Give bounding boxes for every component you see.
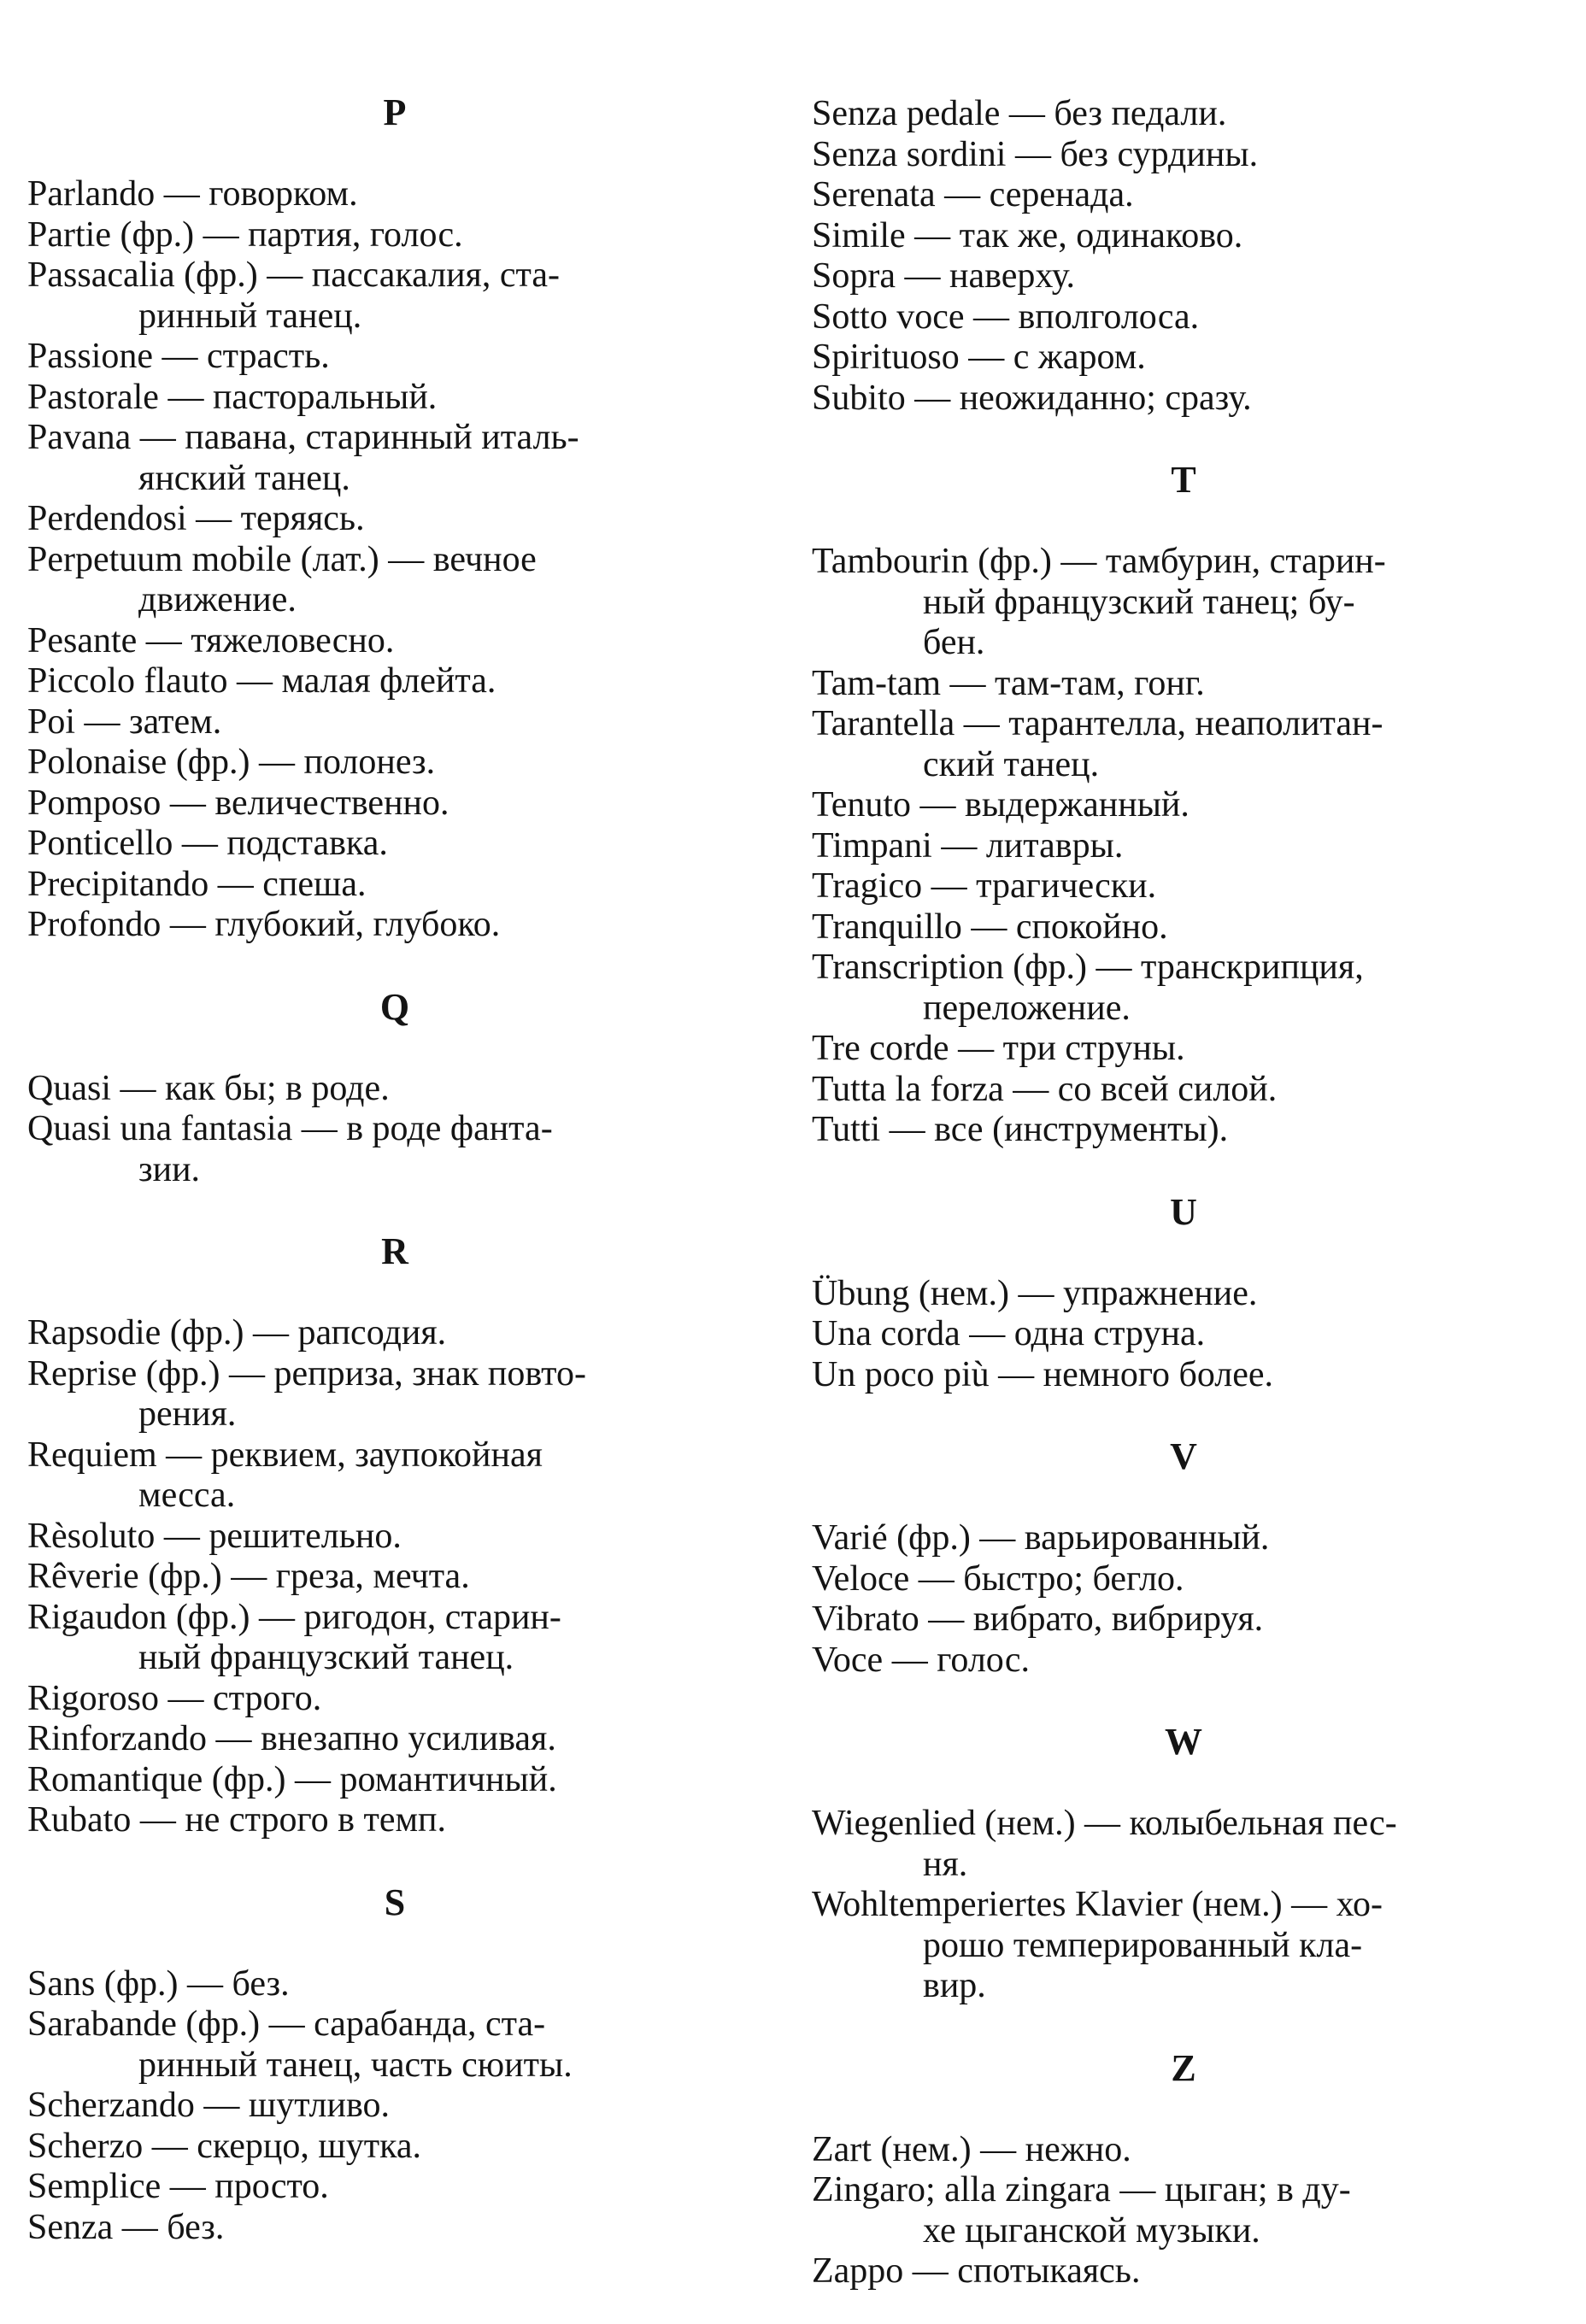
glossary-entry <box>27 2167 762 2208</box>
glossary-entry <box>27 1109 762 1190</box>
glossary-entry <box>27 378 762 419</box>
entry-term-line: Voce — голос. <box>812 1640 1030 1680</box>
glossary-entry <box>812 175 1555 216</box>
glossary-entry <box>812 1599 1555 1640</box>
entry-continuation-line: вир. <box>923 1966 986 2005</box>
glossary-entry <box>812 1274 1555 1315</box>
entry-term-line: Rigoroso — строго. <box>27 1678 322 1718</box>
glossary-entry <box>812 1029 1555 1070</box>
glossary-entry <box>27 2086 762 2127</box>
left-column <box>27 0 762 2248</box>
letter-heading: Z <box>1171 2046 1196 2089</box>
glossary-entry <box>27 905 762 946</box>
entry-term-line: Pastorale — пасторальный. <box>27 377 438 417</box>
entry-term-line: Scherzo — скерцо, шутка. <box>27 2126 421 2166</box>
letter-section-v <box>812 1395 1555 1681</box>
entry-term-line: Varié (фр.) — варьированный. <box>812 1518 1270 1558</box>
entry-term-line: Una corda — одна струна. <box>812 1314 1206 1353</box>
entry-term-line: Pesante — тяжеловесно. <box>27 620 395 660</box>
entry-continuation-line: янский танец. <box>138 458 350 498</box>
entry-term-line: Senza pedale — без педали. <box>812 94 1227 133</box>
continued-s-entries <box>812 94 1555 419</box>
entry-term-line: Partie (фр.) — партия, голос. <box>27 214 463 255</box>
letter-heading: Q <box>379 985 410 1028</box>
glossary-entry <box>27 1800 762 1841</box>
glossary-entry <box>812 704 1555 785</box>
entry-term-line: Sarabande (фр.) — сарабанда, ста- <box>27 2004 546 2044</box>
glossary-entry <box>27 215 762 256</box>
glossary-entry <box>812 1885 1555 2007</box>
entry-continuation-line: ринный танец. <box>138 296 362 336</box>
glossary-entry <box>27 1069 762 1110</box>
glossary-entry <box>27 418 762 499</box>
entry-term-line: Subito — неожиданно; сразу. <box>812 378 1252 418</box>
entry-term-line: Polonaise (фр.) — полонез. <box>27 742 436 782</box>
glossary-entry <box>812 379 1555 420</box>
glossary-entry <box>27 499 762 540</box>
glossary-entry <box>812 2130 1555 2171</box>
glossary-entry <box>27 1313 762 1354</box>
entry-term-line: Tarantella — тарантелла, неаполитан- <box>812 704 1383 743</box>
entry-term-line: Rigaudon (фр.) — ригодон, старин- <box>27 1597 561 1637</box>
entry-term-line: Tutti — все (инструменты). <box>812 1110 1229 1149</box>
entry-term-line: Poi — затем. <box>27 701 222 742</box>
entry-term-line: Perpetuum mobile (лат.) — вечное <box>27 539 537 579</box>
glossary-entry <box>812 826 1555 867</box>
entry-term-line: Profondo — глубокий, глубоко. <box>27 905 501 944</box>
entry-term-line: Quasi una fantasia — в роде фанта- <box>27 1109 553 1148</box>
entry-term-line: Spirituoso — с жаром. <box>812 337 1146 377</box>
entry-term-line: Precipitando — спеша. <box>27 864 367 904</box>
glossary-entry <box>812 1518 1555 1559</box>
glossary-entry <box>27 255 762 337</box>
right-column <box>812 0 1555 2292</box>
letter-section-r <box>27 1190 762 1841</box>
glossary-entry <box>27 1964 762 2005</box>
glossary-entry <box>812 1314 1555 1355</box>
entry-continuation-line: ный французский танец; бу- <box>923 582 1355 622</box>
entry-term-line: Un poco più — немного более. <box>812 1354 1274 1394</box>
entry-term-line: Zappo — спотыкаясь. <box>812 2251 1141 2291</box>
entry-term-line: Tambourin (фр.) — тамбурин, старин- <box>812 542 1386 581</box>
entry-continuation-line: рения. <box>138 1394 237 1434</box>
letter-heading: T <box>1171 459 1196 501</box>
entry-term-line: Requiem — реквием, заупокойная <box>27 1435 543 1475</box>
entry-term-line: Wiegenlied (нем.) — колыбельная пес- <box>812 1804 1397 1843</box>
letter-section-s <box>27 1841 762 2249</box>
entry-term-line: Zart (нем.) — нежно. <box>812 2129 1131 2169</box>
glossary-entry <box>812 2251 1555 2292</box>
entry-term-line: Ponticello — подставка. <box>27 824 388 863</box>
glossary-entry <box>812 297 1555 338</box>
glossary-entry <box>812 664 1555 705</box>
entry-term-line: Wohltemperiertes Klavier (нем.) — хо- <box>812 1885 1383 1924</box>
entry-term-line: Pavana — павана, старинный италь- <box>27 418 579 457</box>
entry-term-line: Tam-tam — там-там, гонг. <box>812 663 1205 703</box>
glossary-entry <box>27 742 762 783</box>
entry-term-line: Serenata — серенада. <box>812 175 1134 214</box>
glossary-entry <box>27 783 762 825</box>
glossary-entry <box>27 621 762 662</box>
entry-term-line: Senza — без. <box>27 2207 225 2247</box>
entry-term-line: Tranquillo — спокойно. <box>812 907 1168 947</box>
glossary-entry <box>27 1719 762 1760</box>
glossary-entry <box>27 702 762 743</box>
entry-continuation-line: ня. <box>923 1844 968 1884</box>
glossary-entry <box>812 1804 1555 1885</box>
entry-term-line: Übung (нем.) — упражнение. <box>812 1273 1258 1313</box>
letter-heading: P <box>383 91 407 133</box>
entry-term-line: Piccolo flauto — малая флейта. <box>27 661 496 701</box>
entry-continuation-line: месса. <box>138 1476 236 1515</box>
entry-term-line: Romantique (фр.) — романтичный. <box>27 1759 557 1799</box>
glossary-entry <box>812 1559 1555 1600</box>
glossary-entry <box>27 337 762 378</box>
entry-term-line: Semplice — просто. <box>27 2167 329 2206</box>
glossary-entry <box>812 256 1555 297</box>
entry-term-line: Rubato — не строго в темп. <box>27 1800 447 1840</box>
glossary-entry <box>812 542 1555 664</box>
glossary-entry <box>27 2004 762 2086</box>
entry-term-line: Sotto voce — вполголоса. <box>812 296 1200 337</box>
entry-continuation-line: бен. <box>923 623 985 662</box>
glossary-entry <box>812 135 1555 176</box>
glossary-entry <box>812 216 1555 257</box>
letter-heading: R <box>381 1230 408 1272</box>
entry-term-line: Timpani — литавры. <box>812 825 1124 866</box>
glossary-entry <box>812 785 1555 826</box>
glossary-entry <box>27 1435 762 1517</box>
entry-term-line: Sans (фр.) — без. <box>27 1963 290 2004</box>
glossary-entry <box>812 907 1555 948</box>
entry-term-line: Rapsodie (фр.) — рапсодия. <box>27 1313 447 1353</box>
entry-term-line: Passacalia (фр.) — пассакалия, ста- <box>27 255 561 295</box>
letter-section-z <box>812 2007 1555 2292</box>
glossary-entry <box>27 865 762 906</box>
entry-continuation-line: хе цыганской музыки. <box>923 2210 1260 2251</box>
glossary-entry <box>812 94 1555 135</box>
glossary-entry <box>27 1517 762 1558</box>
glossary-entry <box>27 1679 762 1720</box>
entry-continuation-line: переложение. <box>923 988 1131 1028</box>
entry-term-line: Veloce — быстро; бегло. <box>812 1558 1184 1599</box>
glossary-entry <box>812 337 1555 379</box>
entry-term-line: Tragico — трагически. <box>812 866 1157 906</box>
glossary-entry <box>812 1355 1555 1396</box>
letter-section-t <box>812 419 1555 1151</box>
entry-term-line: Parlando — говорком. <box>27 174 358 214</box>
entry-continuation-line: ный французский танец. <box>138 1638 514 1677</box>
glossary-entry <box>27 174 762 215</box>
glossary-entry <box>27 2127 762 2168</box>
entry-term-line: Simile — так же, одинаково. <box>812 215 1243 255</box>
entry-term-line: Tenuto — выдержанный. <box>812 785 1190 825</box>
entry-term-line: Scherzando — шутливо. <box>27 2086 391 2125</box>
entry-continuation-line: движение. <box>138 580 297 619</box>
entry-continuation-line: ский танец. <box>923 744 1100 784</box>
glossary-entry <box>812 1070 1555 1111</box>
letter-heading: U <box>1170 1190 1197 1233</box>
glossary-entry <box>27 1760 762 1801</box>
letter-heading: V <box>1170 1435 1197 1477</box>
entry-term-line: Tre corde — три струны. <box>812 1029 1185 1068</box>
glossary-entry <box>27 1598 762 1679</box>
entry-continuation-line: рошо темперированный кла- <box>923 1925 1363 1965</box>
entry-term-line: Pomposo — величественно. <box>27 783 449 823</box>
letter-section-q <box>27 946 762 1191</box>
glossary-entry <box>812 2170 1555 2251</box>
glossary-entry <box>27 824 762 865</box>
glossary-entry <box>812 1640 1555 1681</box>
letter-section-p <box>27 92 762 946</box>
entry-term-line: Tutta la forza — со всей силой. <box>812 1069 1278 1109</box>
glossary-entry <box>27 1557 762 1598</box>
entry-term-line: Rinforzando — внезапно усиливая. <box>27 1719 556 1758</box>
glossary-entry <box>27 540 762 621</box>
letter-section-w <box>812 1681 1555 2007</box>
entry-term-line: Passione — страсть. <box>27 337 330 376</box>
entry-term-line: Sopra — наверху. <box>812 256 1076 296</box>
entry-continuation-line: зии. <box>138 1149 201 1189</box>
glossary-entry <box>27 661 762 702</box>
letter-heading: S <box>384 1881 406 1923</box>
entry-term-line: Perdendosi — теряясь. <box>27 499 365 538</box>
letter-heading: W <box>1165 1721 1202 1763</box>
glossary-entry <box>27 2208 762 2249</box>
entry-term-line: Quasi — как бы; в роде. <box>27 1068 390 1108</box>
entry-term-line: Transcription (фр.) — транскрипция, <box>812 948 1364 987</box>
entry-term-line: Zingaro; alla zingara — цыган; в ду- <box>812 2170 1351 2210</box>
glossary-entry <box>812 1110 1555 1151</box>
letter-section-u <box>812 1151 1555 1396</box>
entry-term-line: Reprise (фр.) — реприза, знак повто- <box>27 1353 586 1394</box>
entry-continuation-line: ринный танец, часть сюиты. <box>138 2045 573 2085</box>
glossary-entry <box>27 1354 762 1435</box>
glossary-entry <box>812 948 1555 1029</box>
glossary-entry <box>812 866 1555 907</box>
entry-term-line: Rèsoluto — решительно. <box>27 1516 402 1556</box>
entry-term-line: Rêverie (фр.) — греза, мечта. <box>27 1557 470 1596</box>
entry-term-line: Senza sordini — без сурдины. <box>812 134 1259 174</box>
entry-term-line: Vibrato — вибрато, вибрируя. <box>812 1599 1264 1639</box>
